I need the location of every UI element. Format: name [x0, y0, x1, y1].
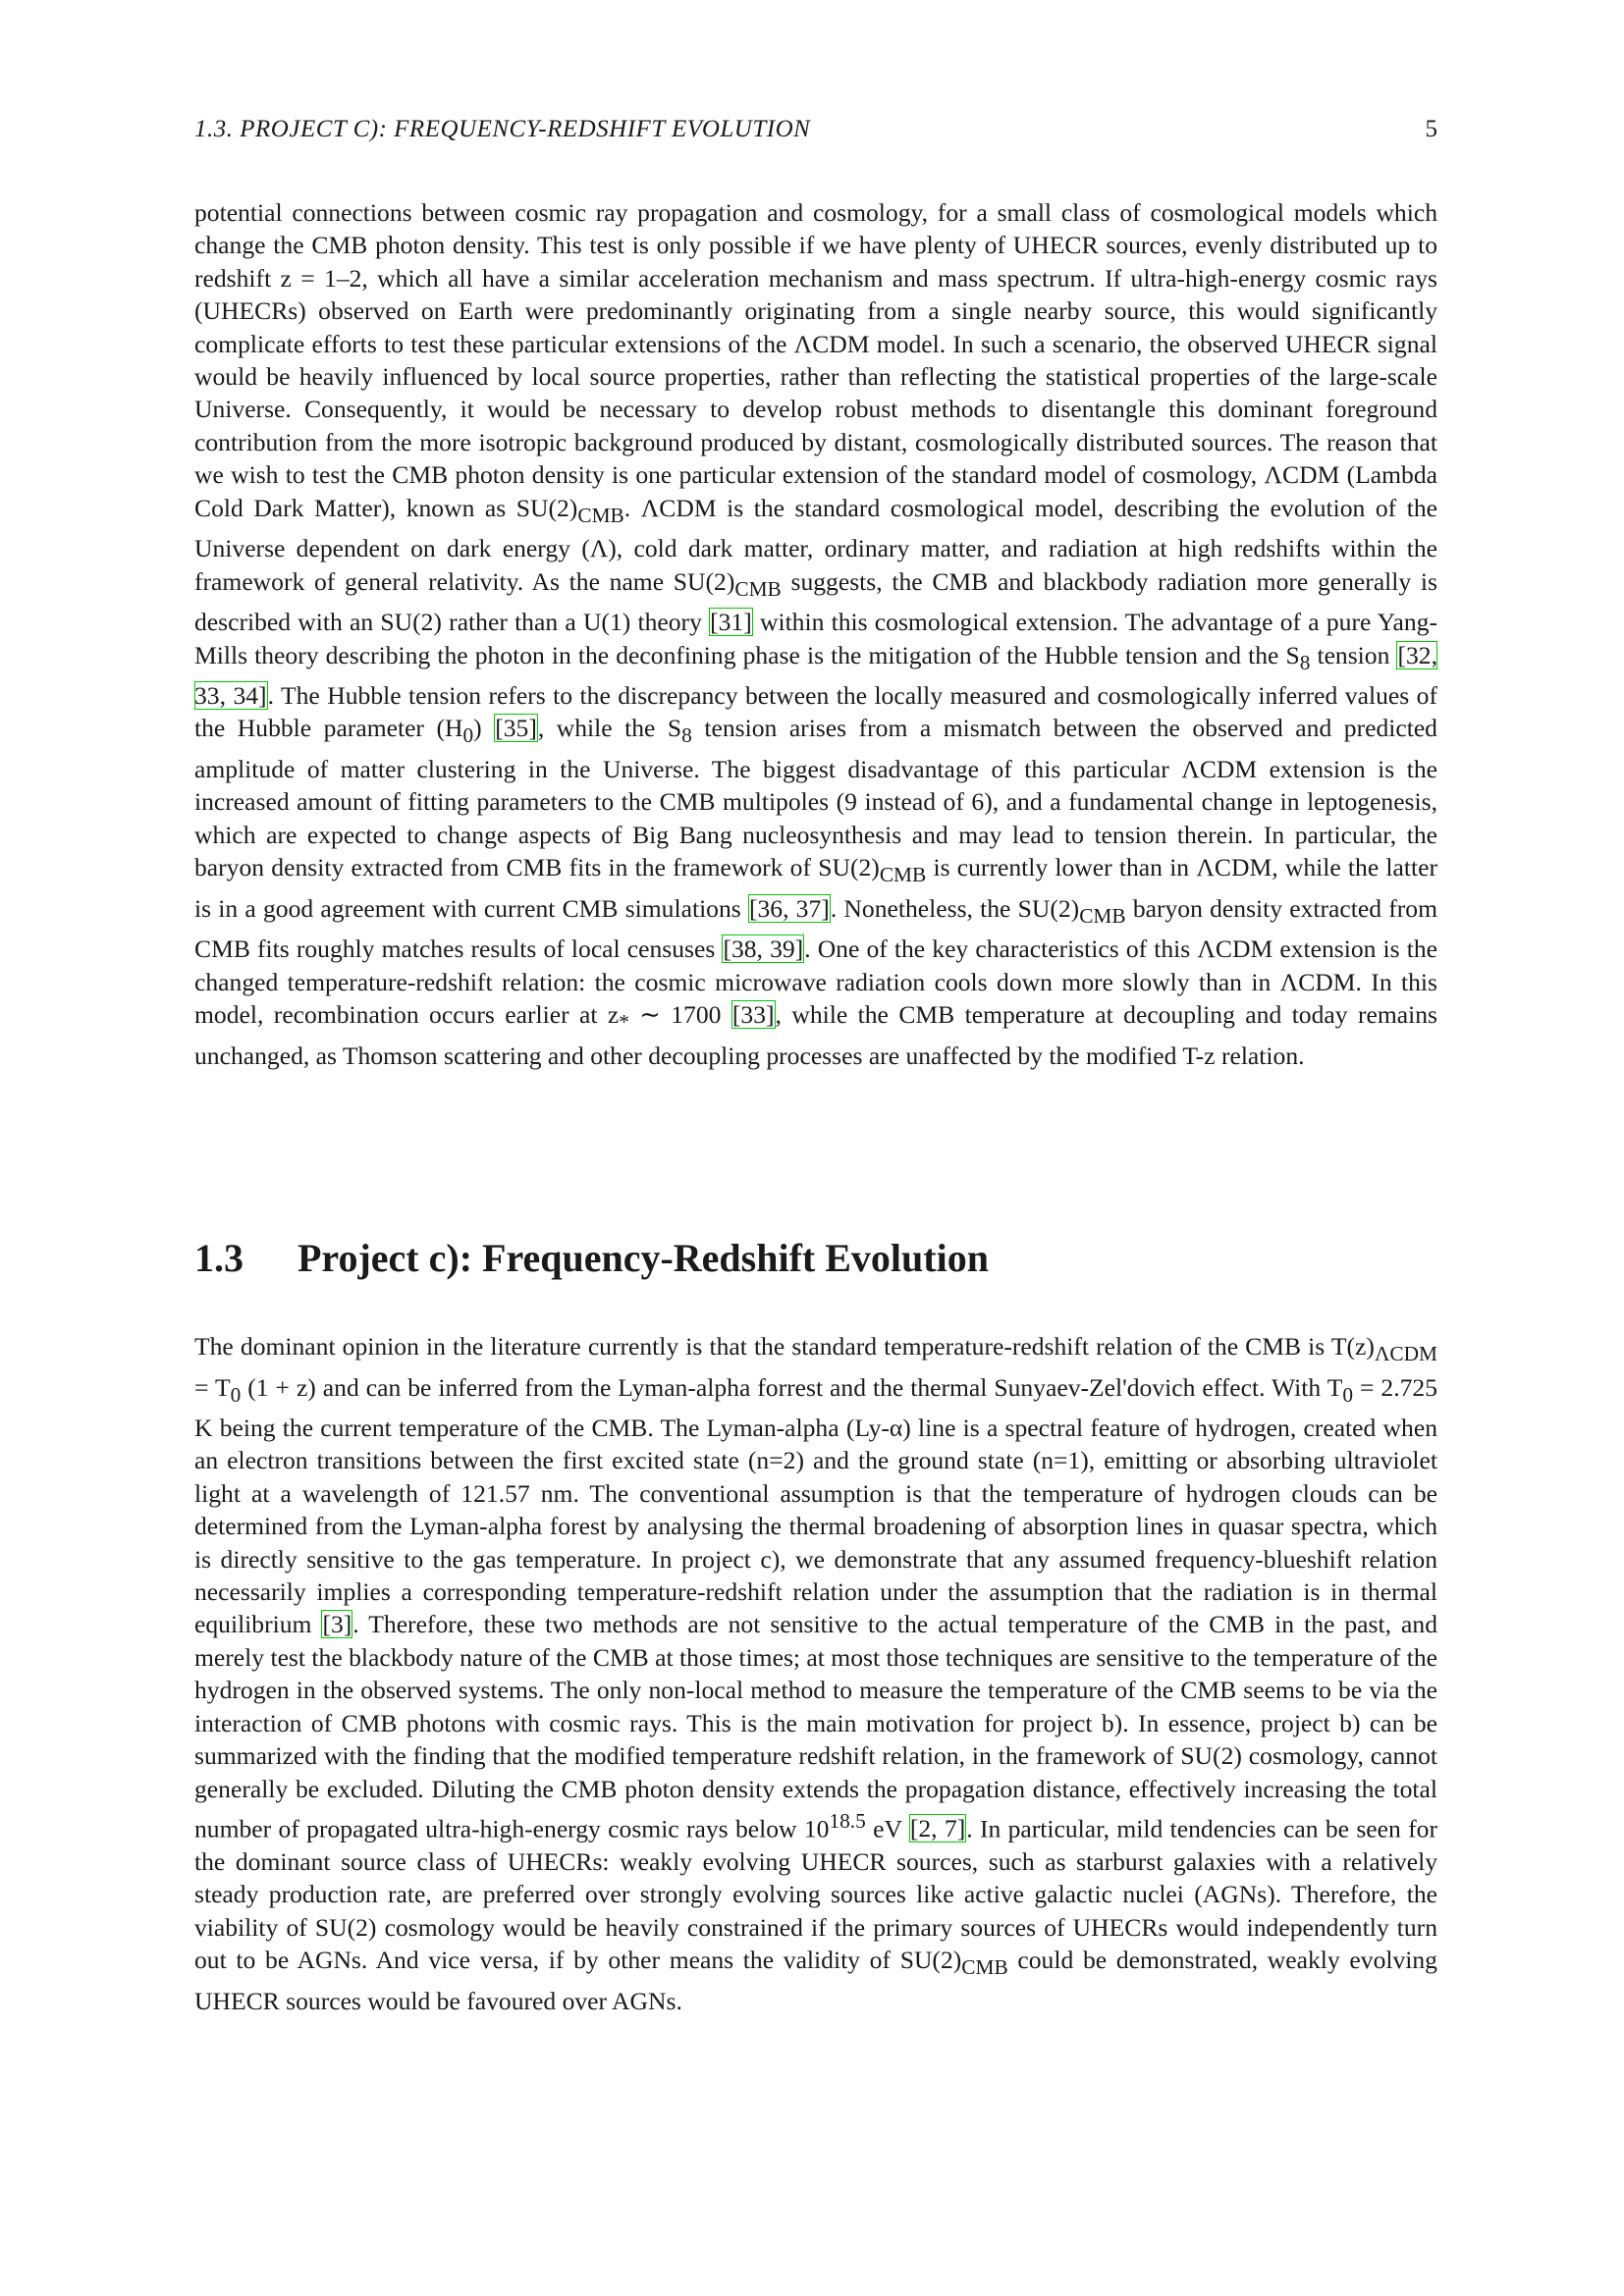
text-run: tension arises from a mismatch between the observed and predicted amplitude of matter clustering in the Universe. The biggest disadvantage of this particular ΛCDM extension is the increased amount of fitting parameters to the CMB multipoles (9 instead of 6), and a fundamental change in leptogenesis, which are expected to change aspects of Big Bang nucleosynthesis and may lead to tension therein. In particular, the baryon density extracted from CMB fits in the framework of SU(2) [194, 714, 1437, 882]
subscript: CMB [734, 576, 782, 601]
subscript: * [619, 1010, 629, 1035]
text-run: . One of the key characteristics of this ΛCDM extension is the changed temperature-redshift relation: the cosmic microwave radiation cools down more slowly than in ΛCDM. In this model, recombination occurs earlier at z [194, 934, 1437, 1029]
text-run: ∼ 1700 [628, 1000, 731, 1029]
text-run: = T [194, 1372, 231, 1402]
text-run: The dominant opinion in the literature currently is that the standard temperature-redshift relation of the CMB is T(z) [194, 1332, 1375, 1361]
text-run: within this cosmological extension. The advantage of a pure Yang-Mills theory describing the photon in the deconfining phase is the mitigation of the Hubble tension and the S [194, 608, 1437, 669]
subscript: CMB [1079, 903, 1126, 928]
text-run: eV [865, 1814, 909, 1843]
text-run: suggests, the CMB and blackbody radiation more generally is described with an SU(2) rather than a U(1) theory [194, 566, 1437, 637]
section-title: Project c): Frequency-Redshift Evolution [298, 1236, 989, 1280]
text-run: . The Hubble tension refers to the discrepancy between the locally measured and cosmologically inferred values of the Hubble parameter (H [194, 681, 1437, 743]
subscript: CMB [879, 863, 927, 887]
text-run: . Nonetheless, the SU(2) [830, 893, 1080, 923]
running-header [194, 116, 1437, 155]
citation-link[interactable]: [33] [731, 1000, 775, 1029]
page-number: 5 [1425, 116, 1437, 142]
section-heading [194, 1235, 1437, 1281]
text-run: (1 + z) and can be inferred from the Lyman-alpha forrest and the thermal Sunyaev-Zel'dovich effect. With T [241, 1372, 1343, 1402]
subscript: 8 [681, 723, 692, 748]
citation-link[interactable]: [35] [495, 714, 537, 743]
paragraph-2 [194, 1330, 1437, 2017]
section-number: 1.3 [194, 1236, 244, 1280]
citation-link[interactable]: [32, 33, 34] [194, 640, 1437, 711]
text-run: . ΛCDM is the standard cosmological model, describing the evolution of the Universe dependent on dark energy (Λ), cold dark matter, ordinary matter, and radiation at high redshifts within the framework of general relativity. As the name SU(2) [194, 493, 1438, 596]
running-title: 1.3. PROJECT C): FREQUENCY-REDSHIFT EVOLUTION [194, 116, 811, 142]
text-run: . Therefore, these two methods are not sensitive to the actual temperature of the CMB in the past, and merely test the blackbody nature of the CMB at those times; at most those techniques are sensitive to the temperature of the hydrogen in the observed systems. The only non-local method to measure the temperature of the CMB seems to be via the interaction of CMB photons with cosmic rays. This is the main motivation for project b). In essence, project b) can be summarized with the finding that the modified temperature redshift relation, in the framework of SU(2) cosmology, cannot generally be excluded. Diluting the CMB photon density extends the propagation distance, effectively increasing the total number of propagated ultra-high-energy cosmic rays below 10 [194, 1610, 1437, 1843]
subscript: 0 [462, 723, 474, 748]
subscript: CMB [961, 1955, 1008, 1980]
text-run: . In particular, mild tendencies can be seen for the dominant source class of UHECRs: weakly evolving UHECR sources, such as starburst galaxies with a relatively steady production rate, are preferred over strongly evolving sources like active galactic nuclei (AGNs). Therefore, the viability of SU(2) cosmology would be heavily constrained if the primary sources of UHECRs would independently turn out to be AGNs. And vice versa, if by other means the validity of SU(2) [194, 1814, 1437, 1975]
citation-link[interactable]: [38, 39] [723, 934, 804, 964]
text-run: is currently lower than in ΛCDM, while the latter is in a good agreement with current CMB simulations [194, 853, 1438, 923]
citation-link[interactable]: [3] [322, 1610, 352, 1639]
text-run: could be demonstrated, weakly evolving UHECR sources would be favoured over AGNs. [194, 1946, 1437, 2015]
subscript: 8 [1299, 650, 1311, 674]
text-run: = 2.725 K being the current temperature of the CMB. The Lyman-alpha (Ly-α) line is a spectral feature of hydrogen, created when an electron transitions between the first excited state (n=2) and the ground state (n=1), emitting or absorbing ultraviolet light at a wavelength of 121.57 nm. The conventional assumption is that the temperature of hydrogen clouds can be determined from the Lyman-alpha forest by analysing the thermal broadening of absorption lines in quasar spectra, which is directly sensitive to the gas temperature. In project c), we demonstrate that any assumed frequency-blueshift relation necessarily implies a corresponding temperature-redshift relation under the assumption that the radiation is in thermal equilibrium [194, 1372, 1437, 1639]
text-run: tension [1310, 640, 1397, 669]
text-run: , while the CMB temperature at decoupling and today remains unchanged, as Thomson scattering and other decoupling processes are unaffected by the modified T-z relation. [194, 1000, 1437, 1070]
citation-link[interactable]: [2, 7] [909, 1814, 966, 1843]
subscript: 0 [230, 1382, 242, 1407]
superscript: 18.5 [829, 1808, 866, 1833]
text-run: ) [473, 714, 495, 743]
citation-link[interactable]: [36, 37] [748, 893, 830, 923]
text-run: , while the S [537, 714, 682, 743]
subscript: 0 [1342, 1382, 1354, 1407]
subscript: ΛCDM [1374, 1342, 1437, 1366]
paragraph-1 [194, 196, 1437, 1072]
text-run: baryon density extracted from CMB fits roughly matches results of local censuses [194, 893, 1438, 964]
citation-link[interactable]: [31] [710, 608, 752, 637]
subscript: CMB [577, 503, 624, 527]
text-run: potential connections between cosmic ray propagation and cosmology, for a small class of cosmological models which change the CMB photon density. This test is only possible if we have plenty of UHECR sources, evenly distributed up to redshift z = 1–2, which all have a similar acceleration mechanism and mass spectrum. If ultra-high-energy cosmic rays (UHECRs) observed on Earth were predominantly originating from a single nearby source, this would significantly complicate efforts to test these particular extensions of the ΛCDM model. In such a scenario, the observed UHECR signal would be heavily influenced by local source properties, rather than reflecting the statistical properties of the large-scale Universe. Consequently, it would be necessary to develop robust methods to disentangle this dominant foreground contribution from the more isotropic background produced by distant, cosmologically distributed sources. The reason that we wish to test the CMB photon density is one particular extension of the standard model of cosmology, ΛCDM (Lambda Cold Dark Matter), known as SU(2) [194, 198, 1437, 522]
